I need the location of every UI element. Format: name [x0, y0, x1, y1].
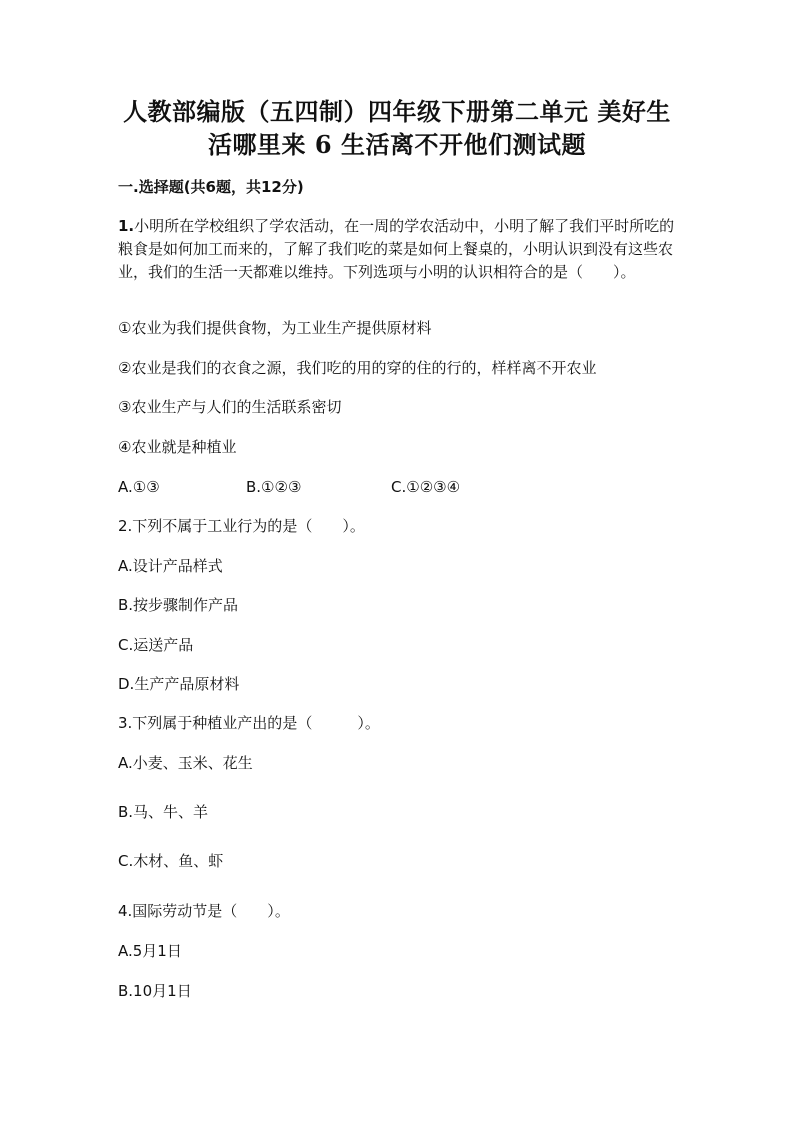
question-1-option-c[interactable]: C.①②③④ — [391, 478, 461, 496]
question-3-option-c[interactable]: C.木材、鱼、虾 — [118, 852, 224, 870]
question-4-option-b[interactable]: B.10月1日 — [118, 982, 192, 1000]
question-2-option-b[interactable]: B.按步骤制作产品 — [118, 596, 239, 614]
question-3-stem: 3.下列属于种植业产出的是（ ）。 — [118, 714, 380, 732]
page-title-line-1: 人教部编版（五四制）四年级下册第二单元 美好生 — [123, 97, 671, 126]
question-1-statement-3: ③农业生产与人们的生活联系密切 — [118, 398, 342, 416]
page-title-line-2: 活哪里来 6 生活离不开他们测试题 — [208, 130, 586, 159]
question-2-stem: 2.下列不属于工业行为的是（ ）。 — [118, 517, 365, 535]
question-1-statement-4: ④农业就是种植业 — [118, 438, 237, 456]
question-1-statement-1: ①农业为我们提供食物，为工业生产提供原材料 — [118, 319, 432, 337]
question-1-option-a[interactable]: A.①③ — [118, 478, 160, 496]
question-2-option-a[interactable]: A.设计产品样式 — [118, 557, 223, 575]
question-1-text: 小明所在学校组织了学农活动，在一周的学农活动中，小明了解了我们平时所吃的粮食是如何加工而来的，了解了我们吃的菜是如何上餐桌的，小明认识到没有这些农业，我们的生活一天都难以维持。下列选项与小明的认识相符合的是（ ）。 — [118, 217, 675, 281]
question-3-option-a[interactable]: A.小麦、玉米、花生 — [118, 754, 253, 772]
question-1-stem — [118, 215, 678, 284]
question-1-number: 1. — [118, 217, 135, 235]
question-1-option-b[interactable]: B.①②③ — [246, 478, 302, 496]
question-3-option-b[interactable]: B.马、牛、羊 — [118, 803, 209, 821]
question-4-stem: 4.国际劳动节是（ ）。 — [118, 902, 290, 920]
question-4-option-a[interactable]: A.5月1日 — [118, 942, 182, 960]
section-heading: 一.选择题(共6题，共12分) — [118, 178, 304, 196]
question-2-option-c[interactable]: C.运送产品 — [118, 636, 194, 654]
question-1-statement-2: ②农业是我们的衣食之源，我们吃的用的穿的住的行的，样样离不开农业 — [118, 359, 597, 377]
question-2-option-d[interactable]: D.生产产品原材料 — [118, 675, 240, 693]
